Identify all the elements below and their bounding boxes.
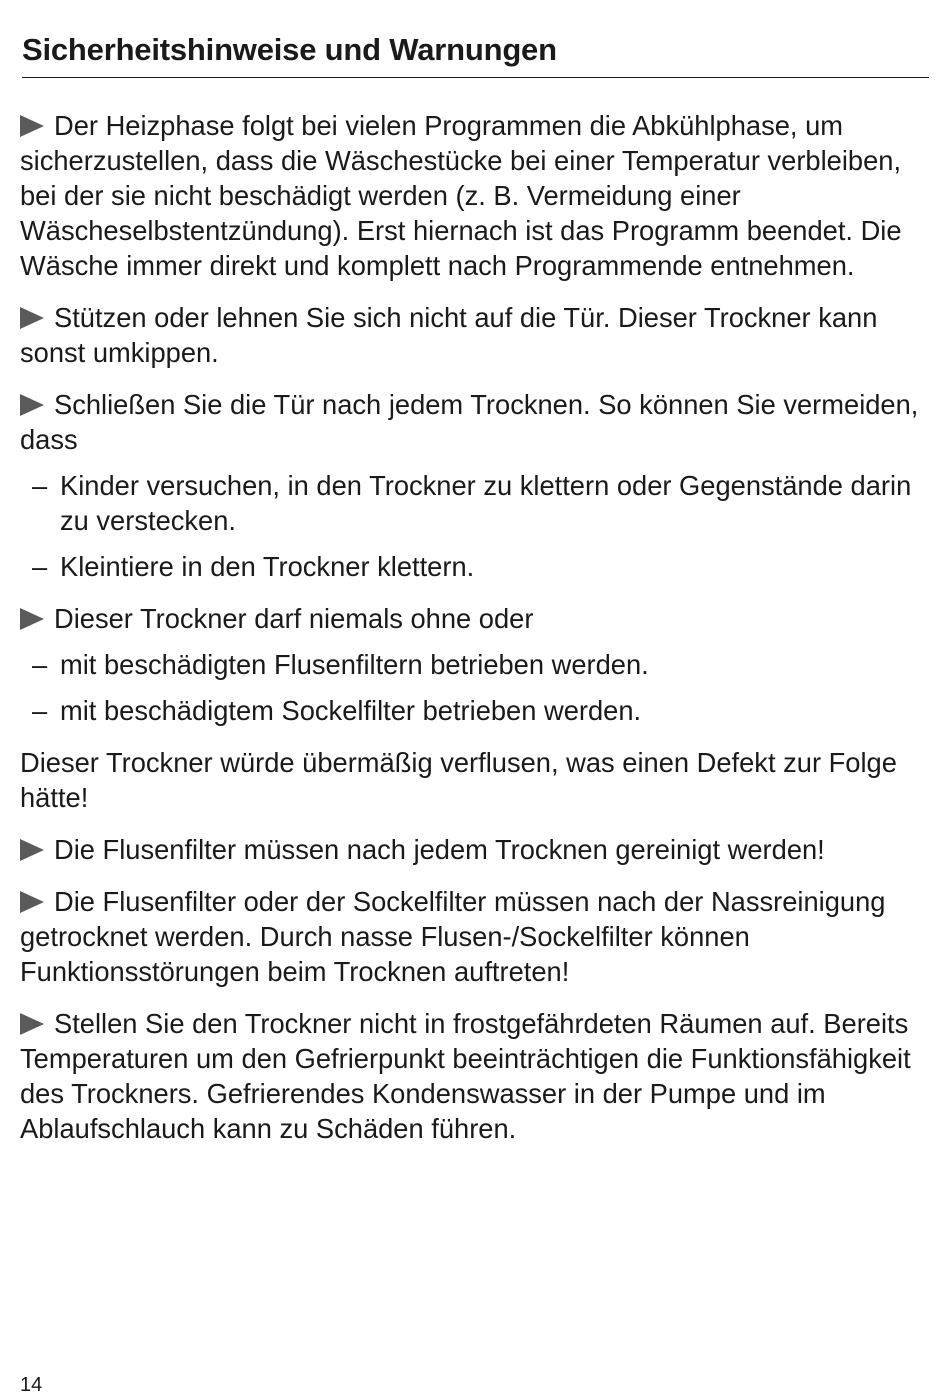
dash-marker: –: [32, 695, 48, 726]
arrow-right-icon: [20, 839, 44, 861]
note-text: Dieser Trockner darf niemals ohne oder: [54, 603, 534, 634]
dash-marker: –: [32, 470, 48, 501]
safety-notes: [20, 108, 935, 1163]
note-frost: [20, 1006, 935, 1146]
note-text: Die Flusenfilter oder der Sockelfilter müssen nach der Nassreinigung getrocknet werden. Durch nasse Flusen-/Sockelfilter können Funktionsstörungen beim Trocknen auftreten!: [20, 886, 886, 987]
note-text: Der Heizphase folgt bei vielen Programmen die Abkühlphase, um sicherzustellen, dass die Wäschestücke bei einer Temperatur verbleiben, bei der sie nicht beschädigt werden (z. B. Vermeidung einer Wäscheselbstentzündung). Erst hiernach ist das Programm beendet. Die Wäsche immer direkt und komplett nach Programmende entnehmen.: [20, 110, 902, 281]
list-item-text: mit beschädigten Flusenfiltern betrieben werden.: [60, 649, 649, 680]
list-item-text: mit beschädigtem Sockelfilter betrieben werden.: [60, 695, 642, 726]
dash-marker: –: [32, 551, 48, 582]
page-number: 14: [20, 1374, 43, 1396]
arrow-right-icon: [20, 608, 44, 630]
note-cooling-phase: [20, 108, 935, 283]
arrow-right-icon: [20, 1013, 44, 1035]
arrow-right-icon: [20, 115, 44, 137]
dash-marker: –: [32, 649, 48, 680]
list-item: [20, 549, 935, 584]
arrow-right-icon: [20, 307, 44, 329]
list-item-text: Kinder versuchen, in den Trockner zu klettern oder Gegenstände darin zu verstecken.: [60, 470, 912, 536]
list-item-text: Kleintiere in den Trockner klettern.: [60, 551, 475, 582]
list-item: [20, 693, 935, 728]
note-close-door: [20, 387, 935, 457]
note-text: Die Flusenfilter müssen nach jedem Trocknen gereinigt werden!: [54, 834, 825, 865]
note-text: Stellen Sie den Trockner nicht in frostgefährdeten Räumen auf. Bereits Temperaturen um den Gefrierpunkt beeinträchtigen die Funktionsfähigkeit des Trockners. Gefrierendes Kondenswasser in der Pumpe und im Ablaufschlauch kann zu Schäden führen.: [20, 1008, 911, 1144]
note-clean-filters: [20, 832, 935, 867]
note-text: Schließen Sie die Tür nach jedem Trocknen. So können Sie vermeiden, dass: [20, 389, 919, 455]
list-item: [20, 647, 935, 682]
note-lint-consequence: Dieser Trockner würde übermäßig verflusen, was einen Defekt zur Folge hätte!: [20, 747, 897, 813]
arrow-right-icon: [20, 394, 44, 416]
note-dry-filters: [20, 884, 935, 989]
title-divider: [22, 77, 929, 78]
note-text: Stützen oder lehnen Sie sich nicht auf die Tür. Dieser Trockner kann sonst umkippen.: [20, 302, 878, 368]
arrow-right-icon: [20, 891, 44, 913]
list-item: [20, 468, 935, 538]
page-title: Sicherheitshinweise und Warnungen: [22, 32, 557, 67]
note-filters-required: [20, 601, 935, 636]
note-door-lean: [20, 300, 935, 370]
